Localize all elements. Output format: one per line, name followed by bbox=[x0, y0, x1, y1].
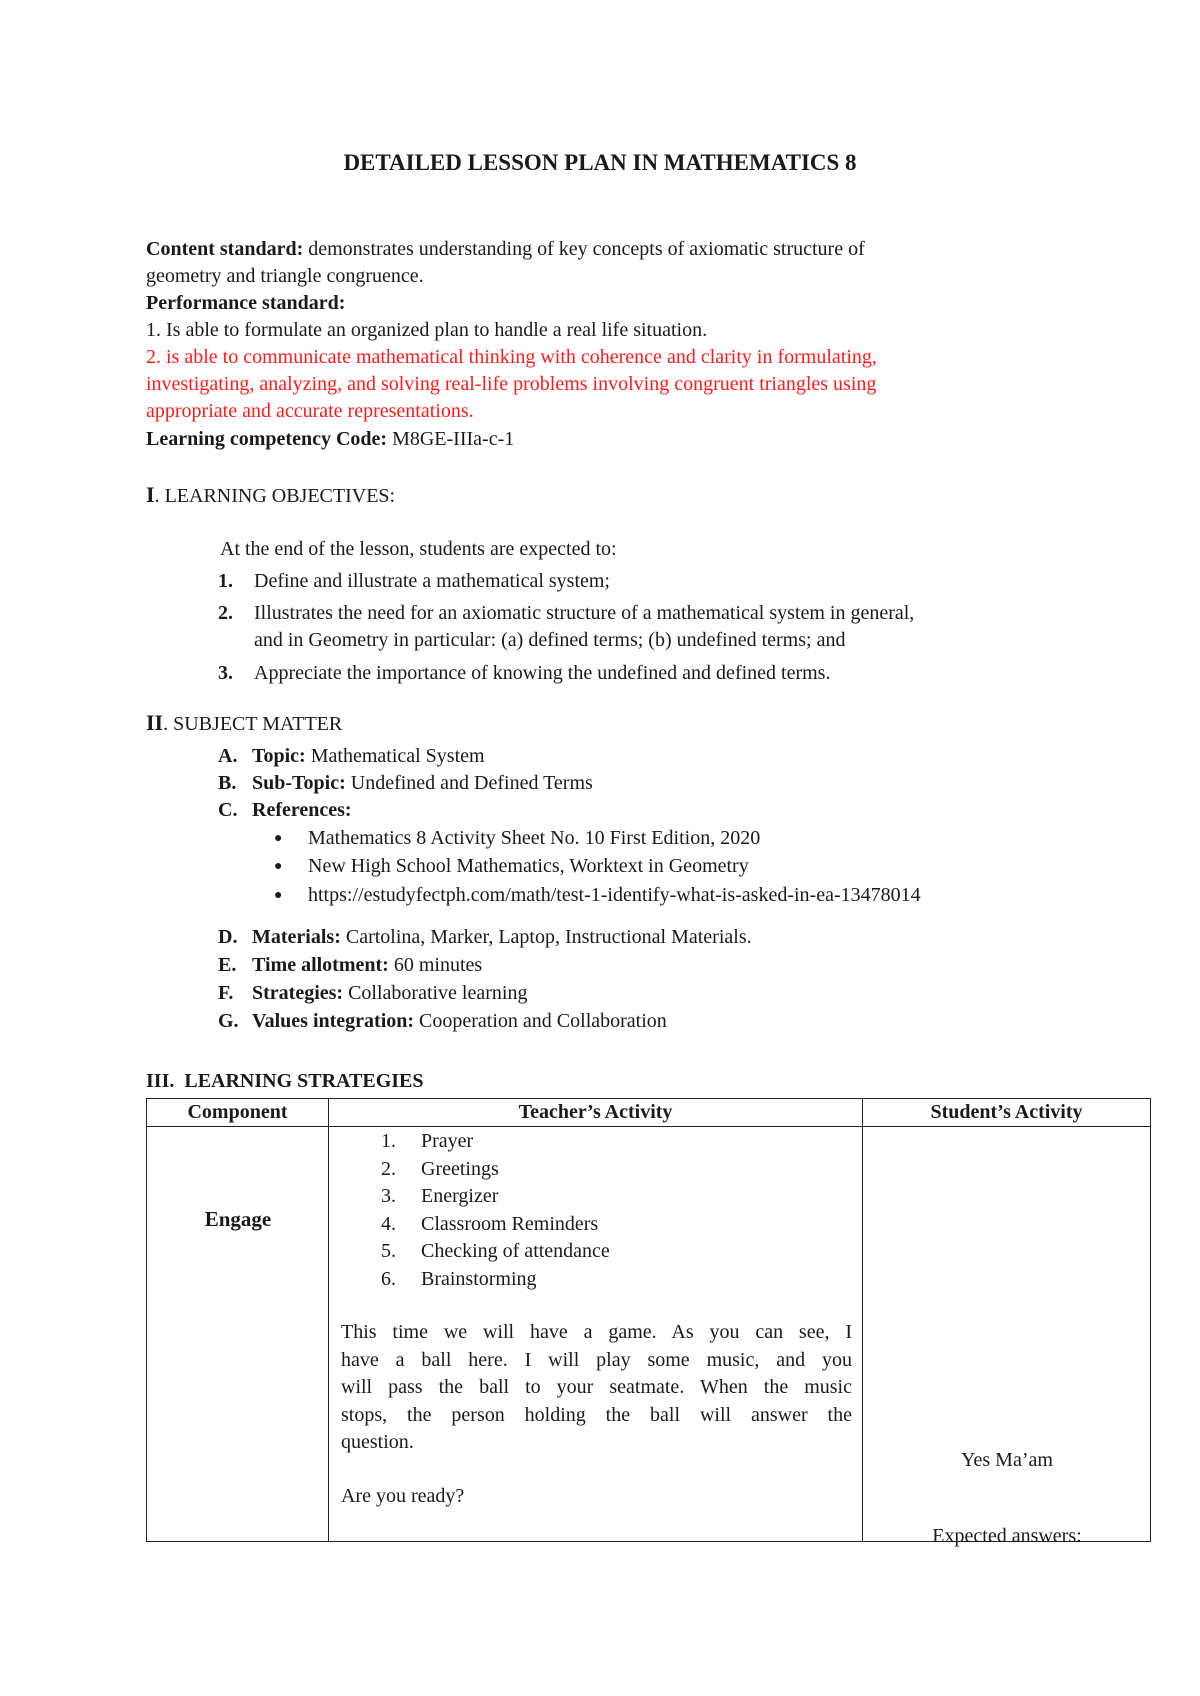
topic-label: Topic: bbox=[252, 745, 306, 767]
component-cell bbox=[147, 1127, 329, 1542]
time-line bbox=[218, 952, 482, 979]
materials-value: Cartolina, Marker, Laptop, Instructional Materials. bbox=[345, 926, 752, 948]
strategies-line bbox=[218, 980, 527, 1007]
column-header-student: Student’s Activity bbox=[863, 1099, 1151, 1127]
list-item bbox=[381, 1238, 852, 1266]
competency-label: Learning competency Code: bbox=[146, 428, 388, 450]
bullet-icon: ● bbox=[274, 859, 283, 874]
strategies-label: Strategies: bbox=[252, 982, 344, 1004]
objective-number: 3. bbox=[218, 662, 233, 684]
performance-standard-label: Performance standard: bbox=[146, 292, 346, 314]
list-text: Prayer bbox=[421, 1130, 474, 1152]
reference-item bbox=[274, 825, 760, 854]
time-label: Time allotment: bbox=[252, 954, 389, 976]
performance-standard-item2-line3: appropriate and accurate representations. bbox=[146, 400, 474, 422]
values-value: Cooperation and Collaboration bbox=[419, 1010, 667, 1032]
list-number: 6. bbox=[381, 1267, 396, 1290]
teacher-ordered-list bbox=[341, 1127, 852, 1293]
strategies-letter: F. bbox=[218, 982, 234, 1004]
content-standard-label: Content standard: bbox=[146, 238, 304, 260]
content-standard-line1 bbox=[146, 236, 865, 263]
paragraph-line: will pass the ball to your seatmate. When the music bbox=[341, 1376, 852, 1398]
objectives-intro: At the end of the lesson, students are expected to: bbox=[220, 538, 617, 560]
subtopic-value: Undefined and Defined Terms bbox=[350, 772, 593, 794]
objectives-heading bbox=[146, 482, 395, 508]
objective-item-2-line2: and in Geometry in particular: (a) defined terms; (b) undefined terms; and bbox=[254, 629, 846, 651]
objective-text: Illustrates the need for an axiomatic structure of a mathematical system in general, bbox=[254, 602, 915, 624]
teacher-activity-cell bbox=[329, 1127, 863, 1542]
time-value: 60 minutes bbox=[393, 954, 483, 976]
objective-item-3 bbox=[218, 660, 830, 687]
performance-standard-item2-line2: investigating, analyzing, and solving real-life problems involving congruent triangles using bbox=[146, 373, 877, 395]
subject-matter-numeral: II bbox=[146, 710, 164, 735]
subject-matter-heading bbox=[146, 710, 342, 736]
student-reply: Yes Ma’am bbox=[961, 1449, 1053, 1471]
table-header-row bbox=[147, 1099, 1151, 1127]
objective-number: 2. bbox=[218, 602, 233, 624]
objectives-numeral: I bbox=[146, 482, 155, 507]
list-number: 2. bbox=[381, 1157, 396, 1180]
column-header-teacher: Teacher’s Activity bbox=[329, 1099, 863, 1127]
list-text: Brainstorming bbox=[421, 1267, 537, 1290]
content-standard-line2: geometry and triangle congruence. bbox=[146, 265, 424, 287]
materials-letter: D. bbox=[218, 926, 238, 948]
list-item bbox=[381, 1128, 852, 1156]
topic-value: Mathematical System bbox=[310, 745, 485, 767]
performance-standard-item1: 1. Is able to formulate an organized plan to handle a real life situation. bbox=[146, 319, 708, 341]
list-number: 1. bbox=[381, 1130, 396, 1152]
strategies-value: Collaborative learning bbox=[348, 982, 528, 1004]
performance-standard-item2-line1: 2. is able to communicate mathematical thinking with coherence and clarity in formulating, bbox=[146, 346, 877, 368]
bullet-icon: ● bbox=[274, 888, 283, 903]
student-expected-answers: Expected answers: bbox=[932, 1525, 1082, 1547]
values-line bbox=[218, 1008, 667, 1035]
topic-line bbox=[218, 743, 485, 770]
list-number: 4. bbox=[381, 1212, 396, 1235]
list-item bbox=[381, 1266, 852, 1294]
list-item bbox=[381, 1211, 852, 1239]
teacher-game-paragraph bbox=[341, 1319, 852, 1457]
reference-link[interactable]: https://estudyfectph.com/math/test-1-identify-what-is-asked-in-ea-13478014 bbox=[308, 884, 921, 906]
objectives-heading-text: . LEARNING OBJECTIVES: bbox=[154, 485, 396, 507]
list-text: Greetings bbox=[421, 1157, 499, 1180]
student-activity-cell bbox=[863, 1127, 1151, 1547]
materials-label: Materials: bbox=[252, 926, 341, 948]
reference-item bbox=[274, 882, 921, 911]
reference-text: Mathematics 8 Activity Sheet No. 10 First Edition, 2020 bbox=[308, 827, 761, 849]
objective-text: Define and illustrate a mathematical system; bbox=[254, 570, 610, 592]
paragraph-line: stops, the person holding the ball will answer the bbox=[341, 1403, 852, 1426]
subtopic-label: Sub-Topic: bbox=[252, 772, 346, 794]
time-letter: E. bbox=[218, 954, 237, 976]
list-text: Energizer bbox=[421, 1185, 499, 1207]
materials-line bbox=[218, 924, 752, 951]
values-label: Values integration: bbox=[252, 1010, 415, 1032]
references-letter: C. bbox=[218, 799, 238, 821]
document-title: DETAILED LESSON PLAN IN MATHEMATICS 8 bbox=[343, 150, 857, 175]
content-standard-text: demonstrates understanding of key concepts of axiomatic structure of bbox=[308, 238, 865, 260]
references-label: References: bbox=[252, 799, 352, 821]
column-header-component: Component bbox=[147, 1099, 329, 1127]
references-line bbox=[218, 797, 352, 824]
list-text: Classroom Reminders bbox=[421, 1212, 599, 1235]
subtopic-line bbox=[218, 770, 593, 797]
objective-item-2 bbox=[218, 600, 914, 627]
topic-letter: A. bbox=[218, 745, 238, 767]
objective-number: 1. bbox=[218, 570, 233, 592]
list-item bbox=[381, 1156, 852, 1184]
subtopic-letter: B. bbox=[218, 772, 237, 794]
table-row bbox=[147, 1127, 1151, 1542]
list-text: Checking of attendance bbox=[421, 1240, 610, 1262]
values-letter: G. bbox=[218, 1010, 239, 1032]
objective-item-1 bbox=[218, 568, 610, 595]
objective-text: Appreciate the importance of knowing the undefined and defined terms. bbox=[254, 662, 831, 684]
reference-item bbox=[274, 853, 749, 882]
reference-text: New High School Mathematics, Worktext in Geometry bbox=[308, 855, 749, 877]
learning-strategies-table bbox=[146, 1098, 1151, 1547]
list-item bbox=[381, 1183, 852, 1211]
bullet-icon: ● bbox=[274, 831, 283, 846]
paragraph-line: This time we will have a game. As you can see, I bbox=[341, 1321, 852, 1343]
list-number: 5. bbox=[381, 1240, 396, 1262]
competency-code: M8GE-IIIa-c-1 bbox=[392, 428, 515, 450]
learning-strategies-heading: III. LEARNING STRATEGIES bbox=[146, 1070, 424, 1092]
paragraph-line: have a ball here. I will play some music, and you bbox=[341, 1348, 852, 1371]
competency-line bbox=[146, 426, 514, 453]
component-engage: Engage bbox=[204, 1207, 272, 1231]
paragraph-line: question. bbox=[341, 1431, 414, 1453]
list-number: 3. bbox=[381, 1185, 396, 1207]
teacher-question: Are you ready? bbox=[341, 1484, 465, 1507]
subject-matter-heading-text: . SUBJECT MATTER bbox=[163, 713, 343, 735]
